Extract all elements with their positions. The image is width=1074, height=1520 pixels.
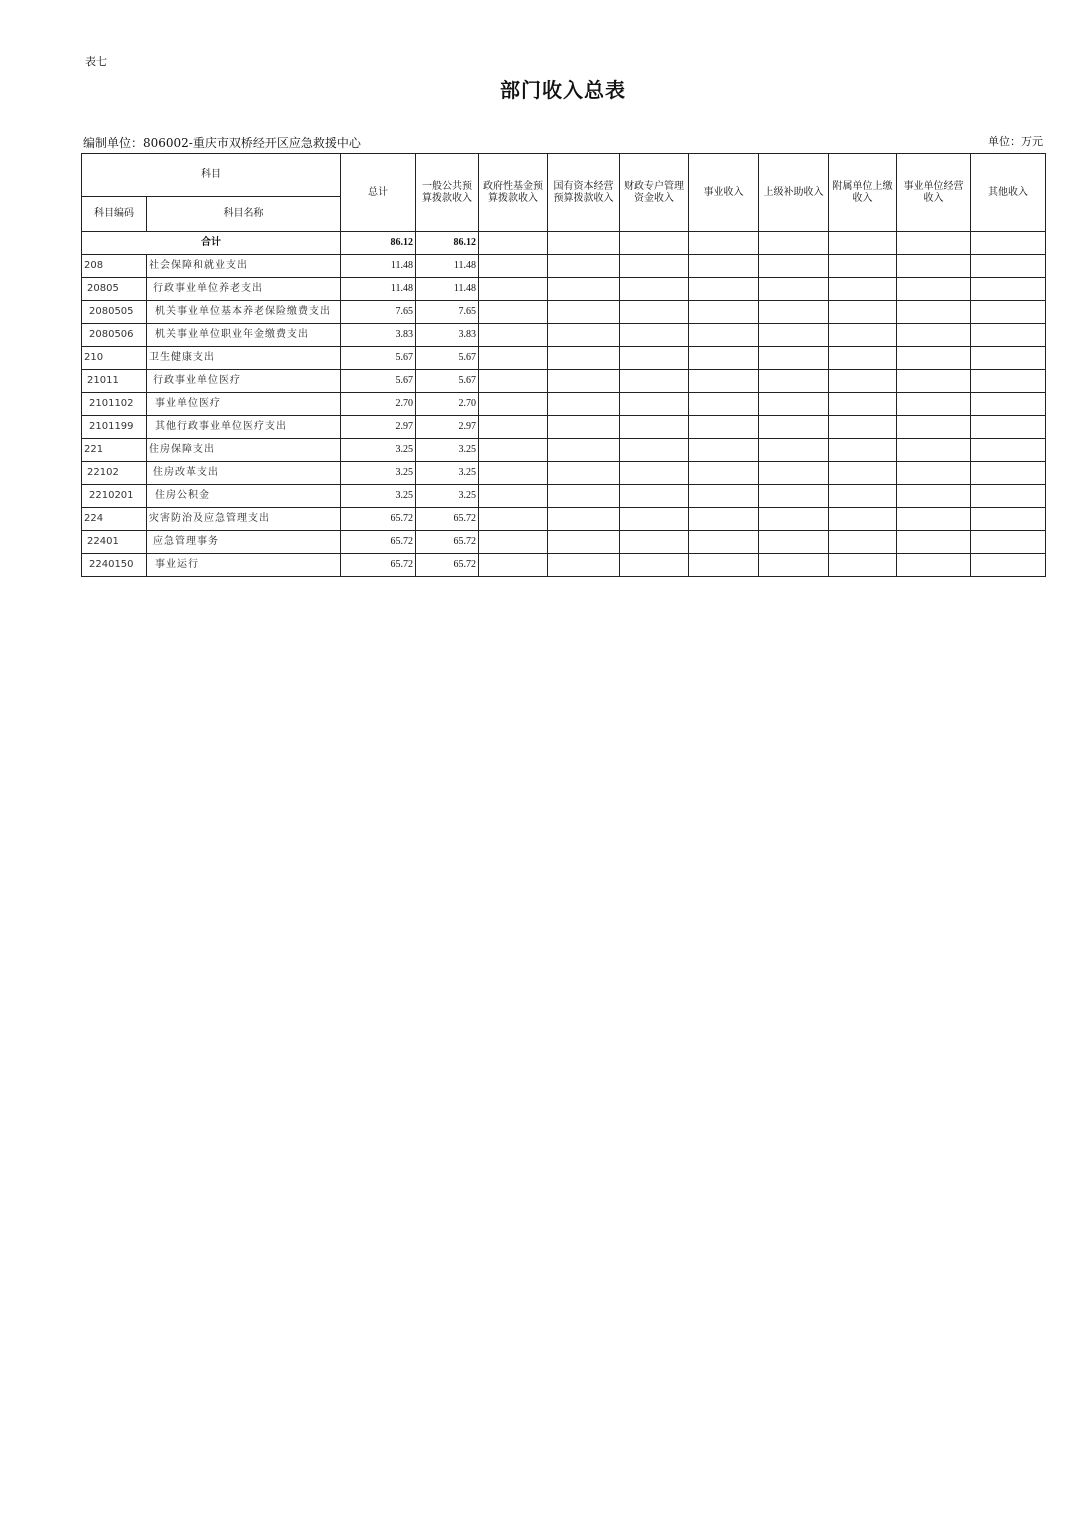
empty-cell (689, 439, 759, 462)
subject-name-cell: 住房公积金 (147, 485, 341, 508)
total-cell: 11.48 (341, 278, 416, 301)
empty-cell (897, 232, 971, 255)
subject-code-cell: 2101102 (82, 393, 147, 416)
col-header-other-income: 其他收入 (971, 154, 1046, 232)
subject-code-cell: 2240150 (82, 554, 147, 577)
general-budget-cell: 11.48 (416, 255, 479, 278)
empty-cell (620, 324, 689, 347)
empty-cell (548, 554, 620, 577)
empty-cell (620, 439, 689, 462)
col-header-business-income: 事业收入 (689, 154, 759, 232)
empty-cell (759, 370, 829, 393)
subject-header: 科目 (82, 154, 341, 197)
subject-name-cell: 事业单位医疗 (147, 393, 341, 416)
empty-cell (479, 324, 548, 347)
empty-cell (829, 347, 897, 370)
empty-cell (897, 278, 971, 301)
empty-cell (620, 255, 689, 278)
empty-cell (897, 393, 971, 416)
total-cell: 3.25 (341, 485, 416, 508)
subject-name-cell: 卫生健康支出 (147, 347, 341, 370)
general-budget-cell: 5.67 (416, 347, 479, 370)
empty-cell (548, 324, 620, 347)
empty-cell (759, 393, 829, 416)
empty-cell (548, 485, 620, 508)
total-cell: 5.67 (341, 347, 416, 370)
table-row (82, 462, 1046, 485)
empty-cell (829, 370, 897, 393)
empty-cell (971, 393, 1046, 416)
general-budget-cell: 65.72 (416, 531, 479, 554)
empty-cell (548, 347, 620, 370)
total-cell: 3.83 (341, 324, 416, 347)
general-budget-cell: 5.67 (416, 370, 479, 393)
empty-cell (479, 554, 548, 577)
empty-cell (829, 531, 897, 554)
table-row (82, 439, 1046, 462)
empty-cell (829, 324, 897, 347)
code-header: 科目编码 (82, 197, 147, 232)
general-budget-cell: 2.97 (416, 416, 479, 439)
empty-cell (620, 531, 689, 554)
empty-cell (971, 301, 1046, 324)
col-header-gov-fund: 政府性基金预算拨款收入 (479, 154, 548, 232)
empty-cell (479, 255, 548, 278)
empty-cell (971, 347, 1046, 370)
col-header-affiliated-remit: 附属单位上缴收入 (829, 154, 897, 232)
empty-cell (897, 347, 971, 370)
subject-code-cell: 2080505 (82, 301, 147, 324)
general-budget-cell: 7.65 (416, 301, 479, 324)
table-row (82, 554, 1046, 577)
empty-cell (971, 554, 1046, 577)
total-label: 合计 (82, 232, 341, 255)
subject-code-cell: 224 (82, 508, 147, 531)
empty-cell (689, 301, 759, 324)
table-row (82, 301, 1046, 324)
empty-cell (548, 370, 620, 393)
empty-cell (620, 554, 689, 577)
empty-cell (897, 554, 971, 577)
general-budget-cell: 2.70 (416, 393, 479, 416)
empty-cell (759, 439, 829, 462)
empty-cell (689, 554, 759, 577)
table-number-label: 表七 (85, 55, 107, 68)
table-row (82, 508, 1046, 531)
total-cell: 65.72 (341, 531, 416, 554)
empty-cell (479, 439, 548, 462)
empty-cell (759, 416, 829, 439)
subject-code-cell: 208 (82, 255, 147, 278)
col-header-fiscal-account: 财政专户管理资金收入 (620, 154, 689, 232)
subject-code-cell: 2101199 (82, 416, 147, 439)
empty-cell (759, 347, 829, 370)
empty-cell (829, 462, 897, 485)
general-budget-cell: 3.83 (416, 324, 479, 347)
empty-cell (897, 531, 971, 554)
empty-cell (689, 324, 759, 347)
general-budget-cell: 3.25 (416, 439, 479, 462)
empty-cell (689, 416, 759, 439)
empty-cell (759, 324, 829, 347)
empty-cell (829, 301, 897, 324)
table-row (82, 324, 1046, 347)
empty-cell (689, 278, 759, 301)
currency-unit-label: 单位：万元 (988, 135, 1043, 148)
empty-cell (548, 416, 620, 439)
empty-cell (897, 508, 971, 531)
empty-cell (829, 416, 897, 439)
empty-cell (971, 324, 1046, 347)
empty-cell (479, 278, 548, 301)
total-cell: 5.67 (341, 370, 416, 393)
empty-cell (759, 508, 829, 531)
empty-cell (829, 393, 897, 416)
empty-cell (620, 485, 689, 508)
empty-cell (548, 232, 620, 255)
subject-code-cell: 22102 (82, 462, 147, 485)
empty-cell (620, 508, 689, 531)
empty-cell (548, 508, 620, 531)
subject-code-cell: 22401 (82, 531, 147, 554)
total-cell: 3.25 (341, 462, 416, 485)
empty-cell (548, 393, 620, 416)
subject-code-cell: 21011 (82, 370, 147, 393)
subject-name-cell: 机关事业单位基本养老保险缴费支出 (147, 301, 341, 324)
total-cell: 86.12 (341, 232, 416, 255)
total-cell: 2.70 (341, 393, 416, 416)
empty-cell (548, 462, 620, 485)
general-budget-cell: 86.12 (416, 232, 479, 255)
subject-name-cell: 应急管理事务 (147, 531, 341, 554)
empty-cell (689, 485, 759, 508)
general-budget-cell: 3.25 (416, 462, 479, 485)
empty-cell (689, 531, 759, 554)
empty-cell (479, 416, 548, 439)
empty-cell (829, 508, 897, 531)
subject-name-cell: 其他行政事业单位医疗支出 (147, 416, 341, 439)
subject-code-cell: 221 (82, 439, 147, 462)
total-cell: 7.65 (341, 301, 416, 324)
total-cell: 2.97 (341, 416, 416, 439)
total-cell: 65.72 (341, 508, 416, 531)
empty-cell (689, 393, 759, 416)
empty-cell (620, 462, 689, 485)
empty-cell (971, 370, 1046, 393)
empty-cell (759, 554, 829, 577)
empty-cell (479, 508, 548, 531)
empty-cell (759, 232, 829, 255)
empty-cell (897, 301, 971, 324)
col-header-operating-income: 事业单位经营收入 (897, 154, 971, 232)
empty-cell (479, 232, 548, 255)
empty-cell (620, 278, 689, 301)
empty-cell (829, 439, 897, 462)
subject-name-cell: 事业运行 (147, 554, 341, 577)
empty-cell (829, 485, 897, 508)
col-header-state-capital: 国有资本经营预算拨款收入 (548, 154, 620, 232)
empty-cell (971, 278, 1046, 301)
subject-name-cell: 行政事业单位养老支出 (147, 278, 341, 301)
empty-cell (829, 232, 897, 255)
general-budget-cell: 65.72 (416, 508, 479, 531)
empty-cell (897, 439, 971, 462)
table-row (82, 255, 1046, 278)
name-header: 科目名称 (147, 197, 341, 232)
empty-cell (971, 508, 1046, 531)
empty-cell (479, 370, 548, 393)
col-header-superior-subsidy: 上级补助收入 (759, 154, 829, 232)
empty-cell (479, 347, 548, 370)
revenue-summary-table (81, 153, 1046, 577)
total-cell: 65.72 (341, 554, 416, 577)
empty-cell (620, 416, 689, 439)
table-row (82, 370, 1046, 393)
empty-cell (689, 370, 759, 393)
empty-cell (479, 393, 548, 416)
col-header-total: 总计 (341, 154, 416, 232)
general-budget-cell: 3.25 (416, 485, 479, 508)
empty-cell (829, 255, 897, 278)
empty-cell (620, 347, 689, 370)
table-row (82, 485, 1046, 508)
general-budget-cell: 65.72 (416, 554, 479, 577)
table-row (82, 416, 1046, 439)
empty-cell (971, 462, 1046, 485)
empty-cell (829, 278, 897, 301)
subject-name-cell: 社会保障和就业支出 (147, 255, 341, 278)
empty-cell (479, 485, 548, 508)
compiling-unit-label: 编制单位：806002-重庆市双桥经开区应急救援中心 (83, 136, 361, 150)
total-cell: 3.25 (341, 439, 416, 462)
empty-cell (548, 278, 620, 301)
empty-cell (897, 485, 971, 508)
empty-cell (689, 508, 759, 531)
subject-name-cell: 灾害防治及应急管理支出 (147, 508, 341, 531)
empty-cell (897, 416, 971, 439)
empty-cell (548, 531, 620, 554)
empty-cell (971, 485, 1046, 508)
subject-name-cell: 住房改革支出 (147, 462, 341, 485)
empty-cell (897, 255, 971, 278)
empty-cell (620, 301, 689, 324)
empty-cell (689, 255, 759, 278)
empty-cell (479, 531, 548, 554)
col-header-general-budget: 一般公共预算拨款收入 (416, 154, 479, 232)
empty-cell (897, 370, 971, 393)
empty-cell (759, 255, 829, 278)
empty-cell (620, 232, 689, 255)
table-row (82, 531, 1046, 554)
table-row (82, 347, 1046, 370)
empty-cell (620, 393, 689, 416)
page-title: 部门收入总表 (500, 78, 626, 102)
empty-cell (689, 347, 759, 370)
empty-cell (759, 485, 829, 508)
table-row (82, 393, 1046, 416)
empty-cell (479, 462, 548, 485)
empty-cell (971, 255, 1046, 278)
subject-name-cell: 机关事业单位职业年金缴费支出 (147, 324, 341, 347)
empty-cell (897, 324, 971, 347)
subject-code-cell: 2080506 (82, 324, 147, 347)
general-budget-cell: 11.48 (416, 278, 479, 301)
empty-cell (971, 439, 1046, 462)
empty-cell (759, 278, 829, 301)
empty-cell (759, 462, 829, 485)
total-cell: 11.48 (341, 255, 416, 278)
empty-cell (689, 462, 759, 485)
empty-cell (829, 554, 897, 577)
empty-cell (620, 370, 689, 393)
empty-cell (759, 301, 829, 324)
empty-cell (689, 232, 759, 255)
empty-cell (548, 301, 620, 324)
table-row (82, 278, 1046, 301)
subject-name-cell: 行政事业单位医疗 (147, 370, 341, 393)
subject-code-cell: 20805 (82, 278, 147, 301)
empty-cell (971, 531, 1046, 554)
empty-cell (548, 255, 620, 278)
empty-cell (971, 232, 1046, 255)
subject-code-cell: 2210201 (82, 485, 147, 508)
subject-code-cell: 210 (82, 347, 147, 370)
empty-cell (548, 439, 620, 462)
empty-cell (759, 531, 829, 554)
total-row (82, 232, 1046, 255)
empty-cell (479, 301, 548, 324)
subject-name-cell: 住房保障支出 (147, 439, 341, 462)
empty-cell (897, 462, 971, 485)
empty-cell (971, 416, 1046, 439)
